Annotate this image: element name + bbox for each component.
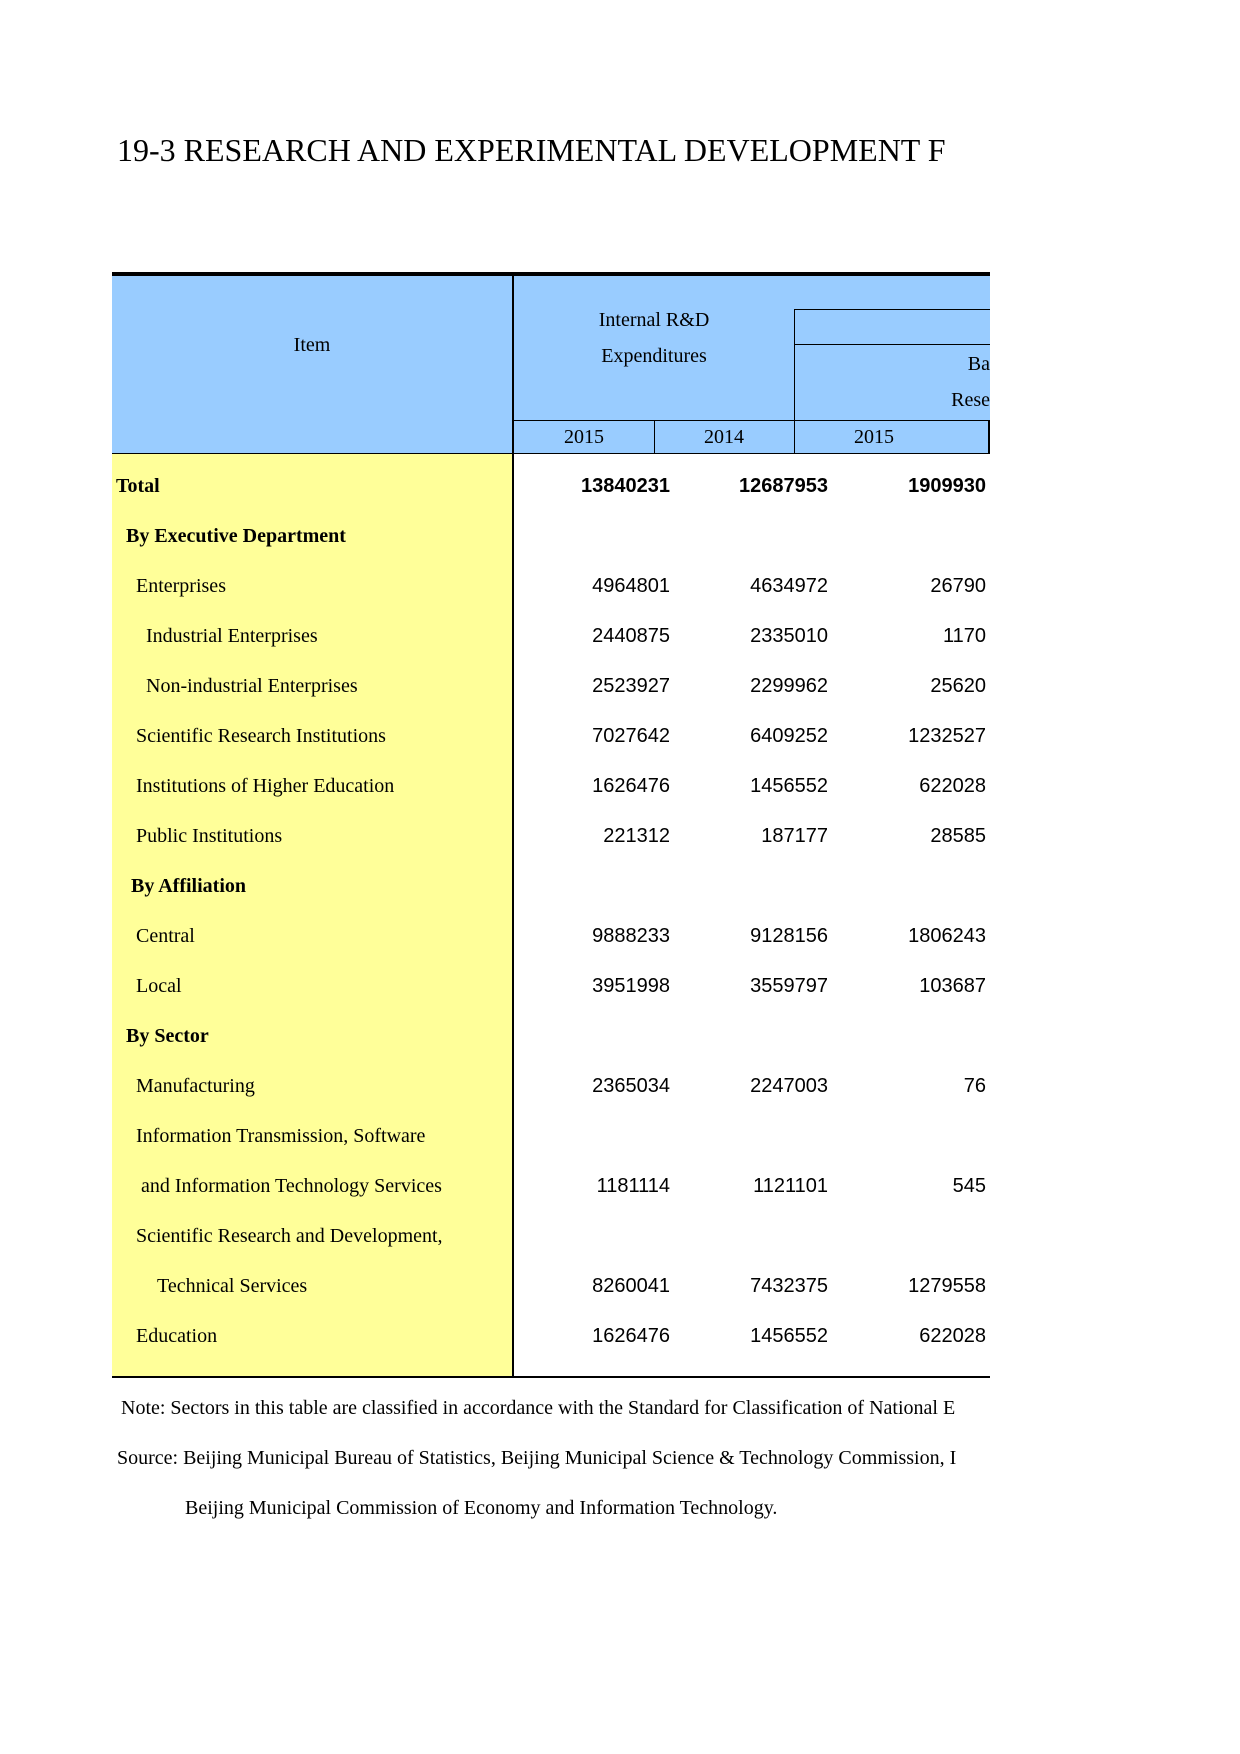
row-label: Local	[136, 975, 182, 997]
value-2014: 2247003	[750, 1075, 828, 1097]
value-2014: 1456552	[750, 775, 828, 797]
table-row	[112, 461, 990, 511]
row-label: and Information Technology Services	[141, 1175, 442, 1197]
row-label: Information Transmission, Software	[136, 1125, 426, 1147]
value-2014: 12687953	[739, 475, 828, 497]
basic-research-2015: 1232527	[908, 725, 986, 747]
basic-research-2015: 1279558	[908, 1275, 986, 1297]
value-2015: 1626476	[592, 1325, 670, 1347]
table-row	[112, 861, 990, 911]
basic-research-2015: 25620	[930, 675, 986, 697]
value-2014: 2299962	[750, 675, 828, 697]
row-label: Central	[136, 925, 195, 947]
value-2015: 4964801	[592, 575, 670, 597]
value-2014: 3559797	[750, 975, 828, 997]
table-row	[112, 1161, 990, 1211]
basic-research-2015: 545	[952, 1175, 986, 1197]
internal-rd-label-line2: Expenditures	[601, 345, 707, 367]
table-row	[112, 711, 990, 761]
value-2015: 2365034	[592, 1075, 670, 1097]
row-label: Scientific Research Institutions	[136, 725, 386, 747]
row-label: By Sector	[126, 1025, 209, 1047]
expenditure-column-header	[514, 276, 990, 454]
basic-research-divider	[794, 309, 795, 420]
value-2015: 3951998	[592, 975, 670, 997]
row-label: Non-industrial Enterprises	[146, 675, 358, 697]
subgroup-top-line	[794, 309, 990, 310]
row-label: Scientific Research and Development,	[136, 1225, 443, 1247]
row-label: Total	[116, 475, 160, 497]
table-row	[112, 1111, 990, 1161]
table-row	[112, 1061, 990, 1111]
value-2015: 1626476	[592, 775, 670, 797]
row-label: By Affiliation	[131, 875, 247, 897]
value-2014: 4634972	[750, 575, 828, 597]
basic-research-2015: 26790	[930, 575, 986, 597]
row-label: Education	[136, 1325, 218, 1347]
basic-research-2015: 622028	[919, 775, 986, 797]
value-2014: 9128156	[750, 925, 828, 947]
value-2015: 2440875	[592, 625, 670, 647]
basic-research-2015: 28585	[930, 825, 986, 847]
value-2015: 13840231	[581, 475, 670, 497]
basic-research-2015: 1170	[942, 625, 986, 647]
table-row	[112, 511, 990, 561]
table-row	[112, 811, 990, 861]
value-2015: 8260041	[592, 1275, 670, 1297]
year-divider-3	[988, 420, 990, 454]
value-2015: 2523927	[592, 675, 670, 697]
value-2015: 9888233	[592, 925, 670, 947]
row-label: By Executive Department	[126, 525, 346, 547]
value-2014: 2335010	[750, 625, 828, 647]
row-label: Public Institutions	[136, 825, 283, 847]
row-label: Manufacturing	[136, 1075, 255, 1097]
table-row	[112, 1311, 990, 1361]
item-column-header	[112, 276, 514, 454]
value-2015: 1181114	[596, 1175, 670, 1197]
source-text-continued: Beijing Municipal Commission of Economy and Information Technology.	[185, 1497, 778, 1519]
table-row	[112, 611, 990, 661]
bottom-rule	[112, 1376, 990, 1378]
row-label: Technical Services	[157, 1275, 308, 1297]
basic-research-2015: 103687	[919, 975, 986, 997]
note-text: Note: Sectors in this table are classified in accordance with the Standard for Classification of National E	[121, 1397, 956, 1419]
value-2014: 187177	[761, 825, 828, 847]
basic-research-2015: 1806243	[908, 925, 986, 947]
value-2015: 7027642	[592, 725, 670, 747]
value-2014: 1121101	[753, 1175, 828, 1197]
table-row	[112, 661, 990, 711]
basic-research-label-line2: Rese	[951, 389, 990, 411]
table-row	[112, 761, 990, 811]
row-label: Industrial Enterprises	[146, 625, 318, 647]
year-2015-internal: 2015	[564, 426, 604, 448]
page-title: 19-3 RESEARCH AND EXPERIMENTAL DEVELOPMENT F	[117, 132, 946, 168]
table-footnotes	[112, 1390, 990, 1530]
table-row	[112, 1011, 990, 1061]
statistics-table	[112, 272, 990, 1378]
table-row	[112, 1261, 990, 1311]
table-row	[112, 911, 990, 961]
year-2015-basic: 2015	[854, 426, 894, 448]
internal-rd-label-line1: Internal R&D	[598, 309, 710, 331]
subgroup-mid-line	[794, 344, 990, 345]
row-label: Enterprises	[136, 575, 226, 597]
table-row	[112, 961, 990, 1011]
basic-research-2015: 622028	[919, 1325, 986, 1347]
value-2014: 1456552	[750, 1325, 828, 1347]
row-label: Institutions of Higher Education	[136, 775, 395, 797]
table-row	[112, 561, 990, 611]
value-2014: 6409252	[750, 725, 828, 747]
value-2014: 7432375	[750, 1275, 828, 1297]
source-text: Source: Beijing Municipal Bureau of Statistics, Beijing Municipal Science & Technology Commission, I	[117, 1447, 957, 1469]
value-2015: 221312	[603, 825, 670, 847]
basic-research-label-line1: Ba	[967, 353, 990, 375]
year-2014-internal: 2014	[704, 426, 744, 448]
basic-research-2015: 76	[963, 1075, 986, 1097]
item-header-label: Item	[293, 334, 331, 356]
table-row	[112, 1211, 990, 1261]
basic-research-2015: 1909930	[908, 475, 986, 497]
